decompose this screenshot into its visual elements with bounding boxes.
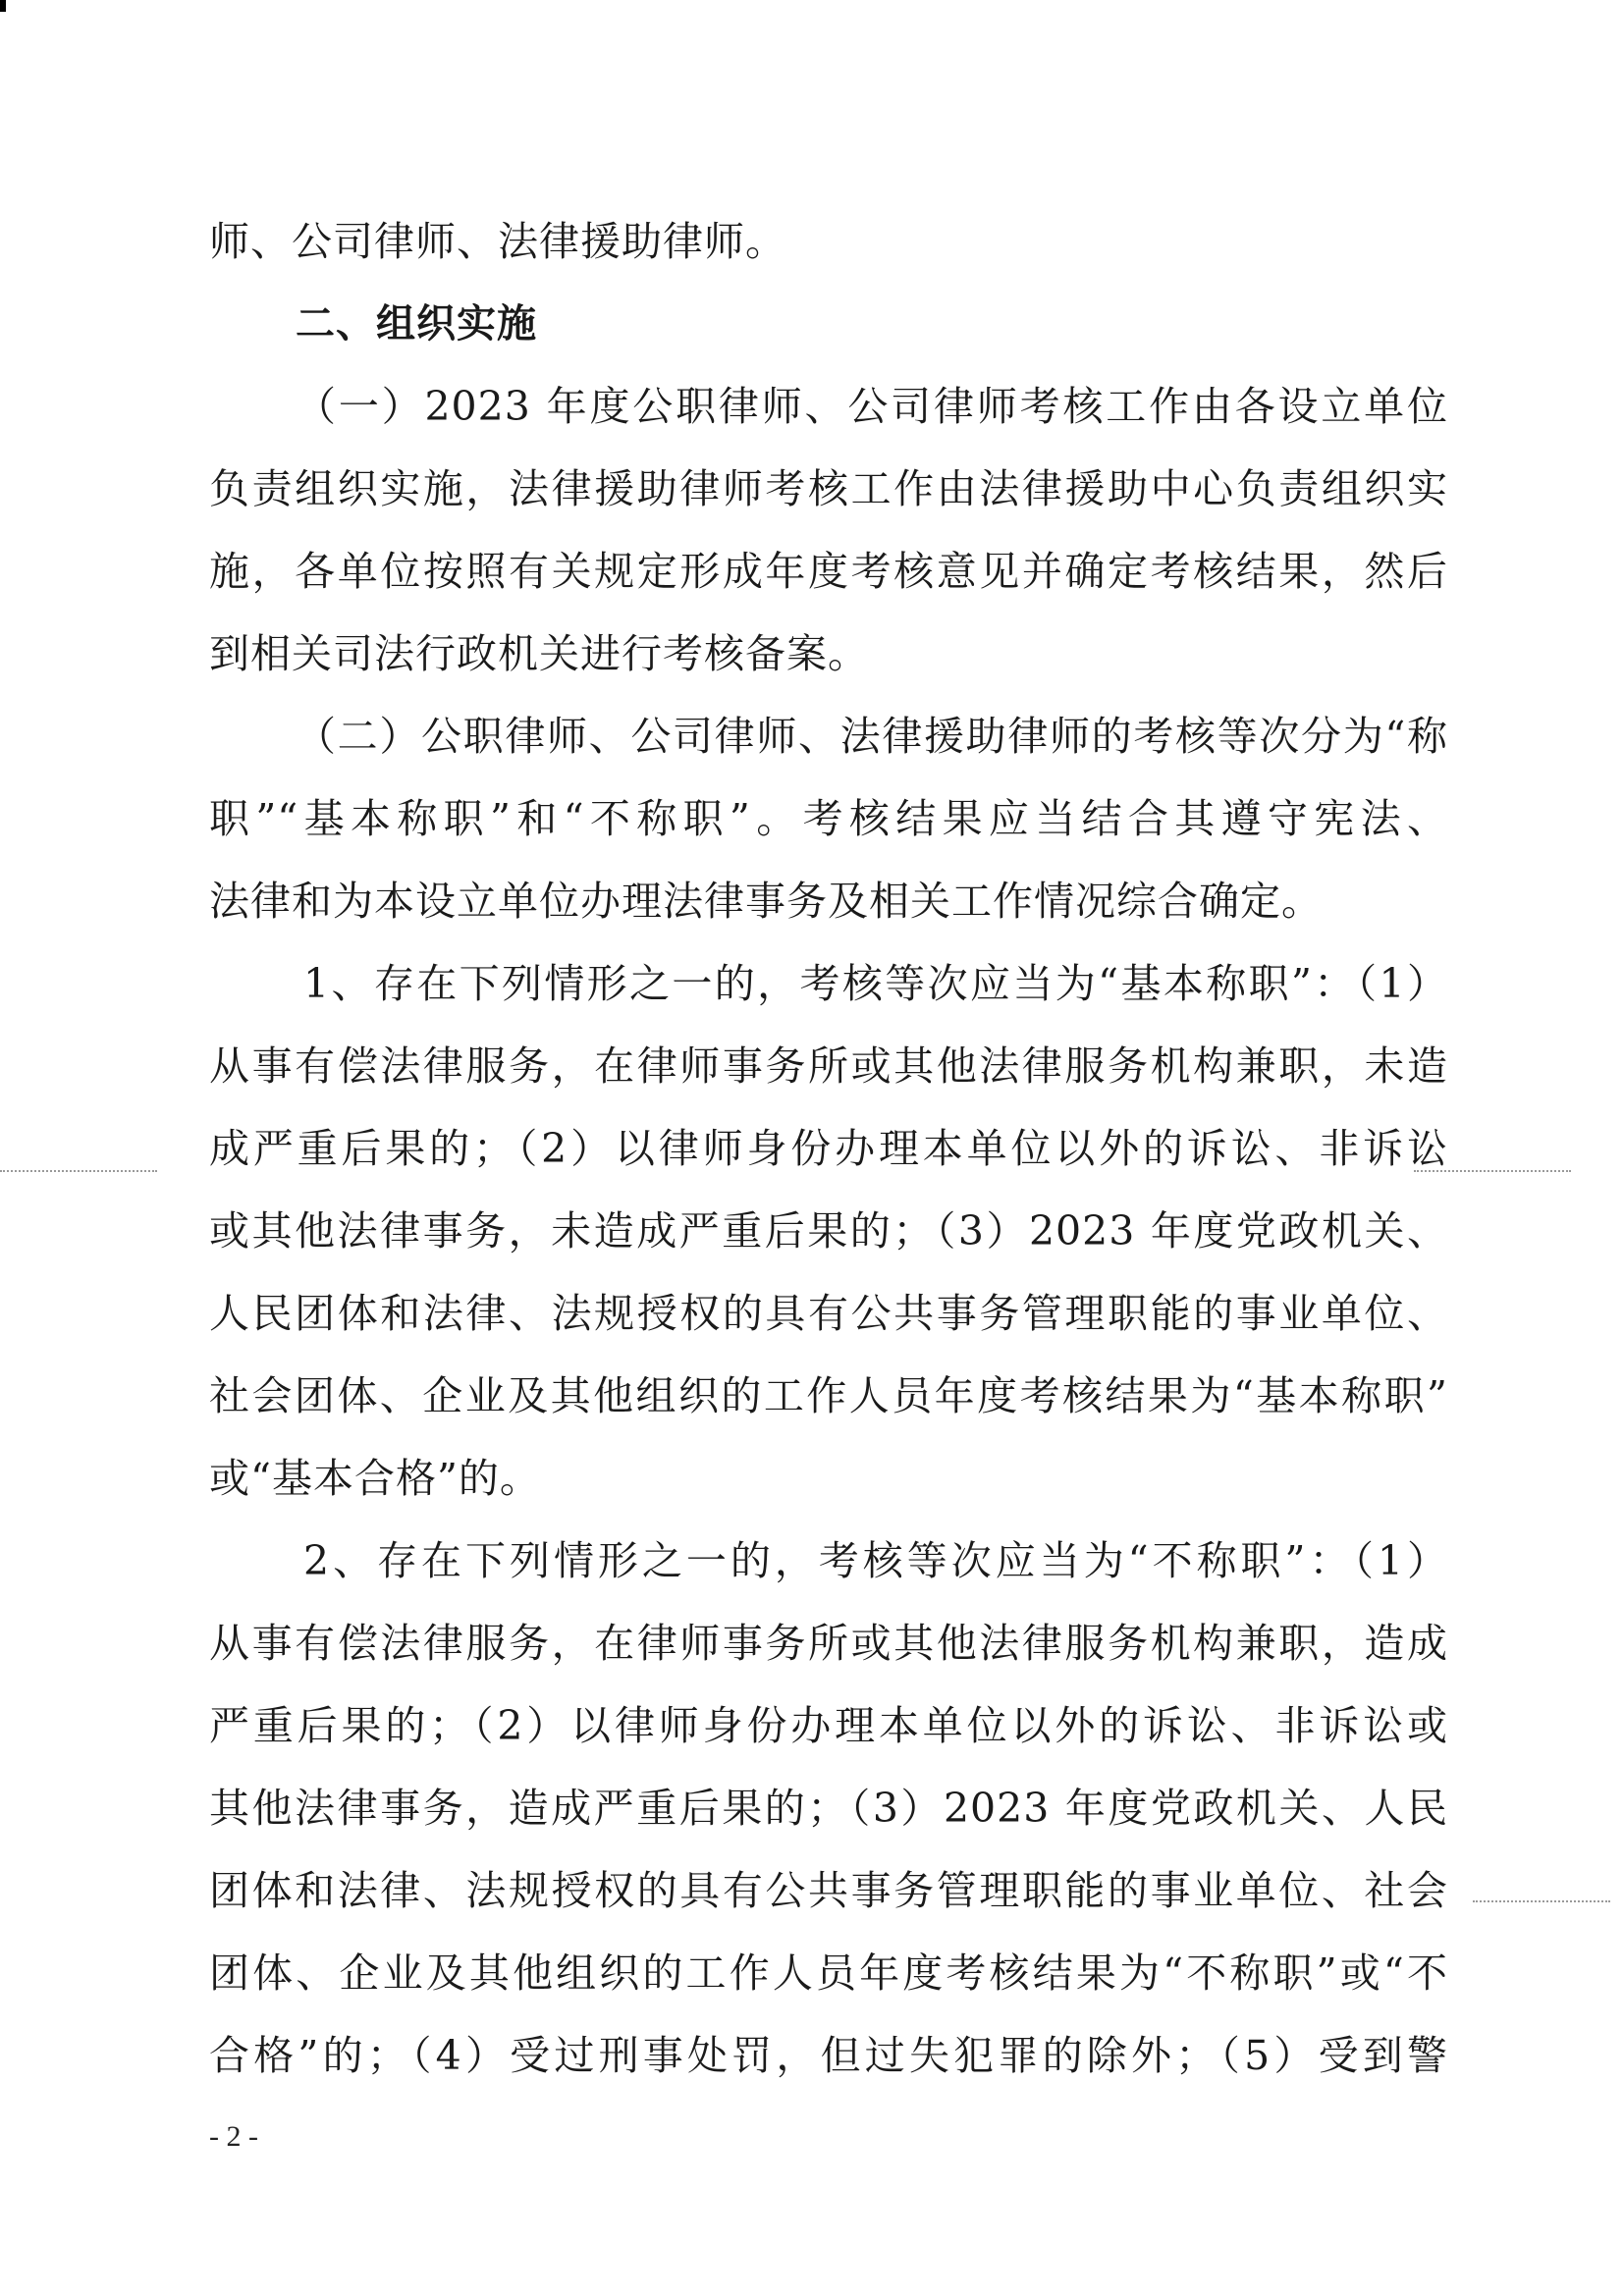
body-line: （一）2023 年度公职律师、公司律师考核工作由各设立单位 xyxy=(296,383,1448,430)
body-line: 从事有偿法律服务，在律师事务所或其他法律服务机构兼职，造成 xyxy=(209,1620,1448,1667)
section-heading: 二、组织实施 xyxy=(296,301,537,347)
body-line: 职”“基本称职”和“不称职”。考核结果应当结合其遵守宪法、 xyxy=(209,795,1448,842)
body-line: 社会团体、企业及其他组织的工作人员年度考核结果为“基本称职” xyxy=(209,1372,1448,1419)
body-line: 团体和法律、法规授权的具有公共事务管理职能的事业单位、社会 xyxy=(209,1867,1448,1914)
scan-corner-mark xyxy=(0,0,6,12)
scan-artifact-line xyxy=(0,1170,157,1172)
body-line: 其他法律事务，造成严重后果的；（3）2023 年度党政机关、人民 xyxy=(209,1785,1448,1832)
body-line: 法律和为本设立单位办理法律事务及相关工作情况综合确定。 xyxy=(209,878,1323,925)
body-line: 严重后果的；（2）以律师身份办理本单位以外的诉讼、非诉讼或 xyxy=(209,1702,1448,1749)
body-line: 到相关司法行政机关进行考核备案。 xyxy=(209,630,869,677)
body-line: 人民团体和法律、法规授权的具有公共事务管理职能的事业单位、 xyxy=(209,1290,1448,1337)
body-line: 从事有偿法律服务，在律师事务所或其他法律服务机构兼职，未造 xyxy=(209,1042,1448,1090)
body-line: 合格”的；（4）受过刑事处罚，但过失犯罪的除外；（5）受到警 xyxy=(209,2032,1448,2079)
body-line: 或“基本合格”的。 xyxy=(209,1455,541,1502)
body-line: 负责组织实施，法律援助律师考核工作由法律援助中心负责组织实 xyxy=(209,465,1448,512)
body-line: 1、存在下列情形之一的，考核等次应当为“基本称职”：（1） xyxy=(303,960,1448,1007)
body-line: 师、公司律师、法律援助律师。 xyxy=(209,218,786,265)
body-line: 或其他法律事务，未造成严重后果的；（3）2023 年度党政机关、 xyxy=(209,1207,1448,1255)
body-line: 施，各单位按照有关规定形成年度考核意见并确定考核结果，然后 xyxy=(209,548,1448,595)
body-line: （二）公职律师、公司律师、法律援助律师的考核等次分为“称 xyxy=(296,713,1448,760)
body-line: 团体、企业及其他组织的工作人员年度考核结果为“不称职”或“不 xyxy=(209,1949,1448,1997)
body-line: 2、存在下列情形之一的，考核等次应当为“不称职”：（1） xyxy=(303,1537,1448,1584)
page-number: - 2 - xyxy=(209,2120,258,2153)
document-body xyxy=(209,200,1448,2097)
scan-artifact-line xyxy=(1473,1900,1610,1902)
body-line: 成严重后果的；（2）以律师身份办理本单位以外的诉讼、非诉讼 xyxy=(209,1125,1448,1172)
